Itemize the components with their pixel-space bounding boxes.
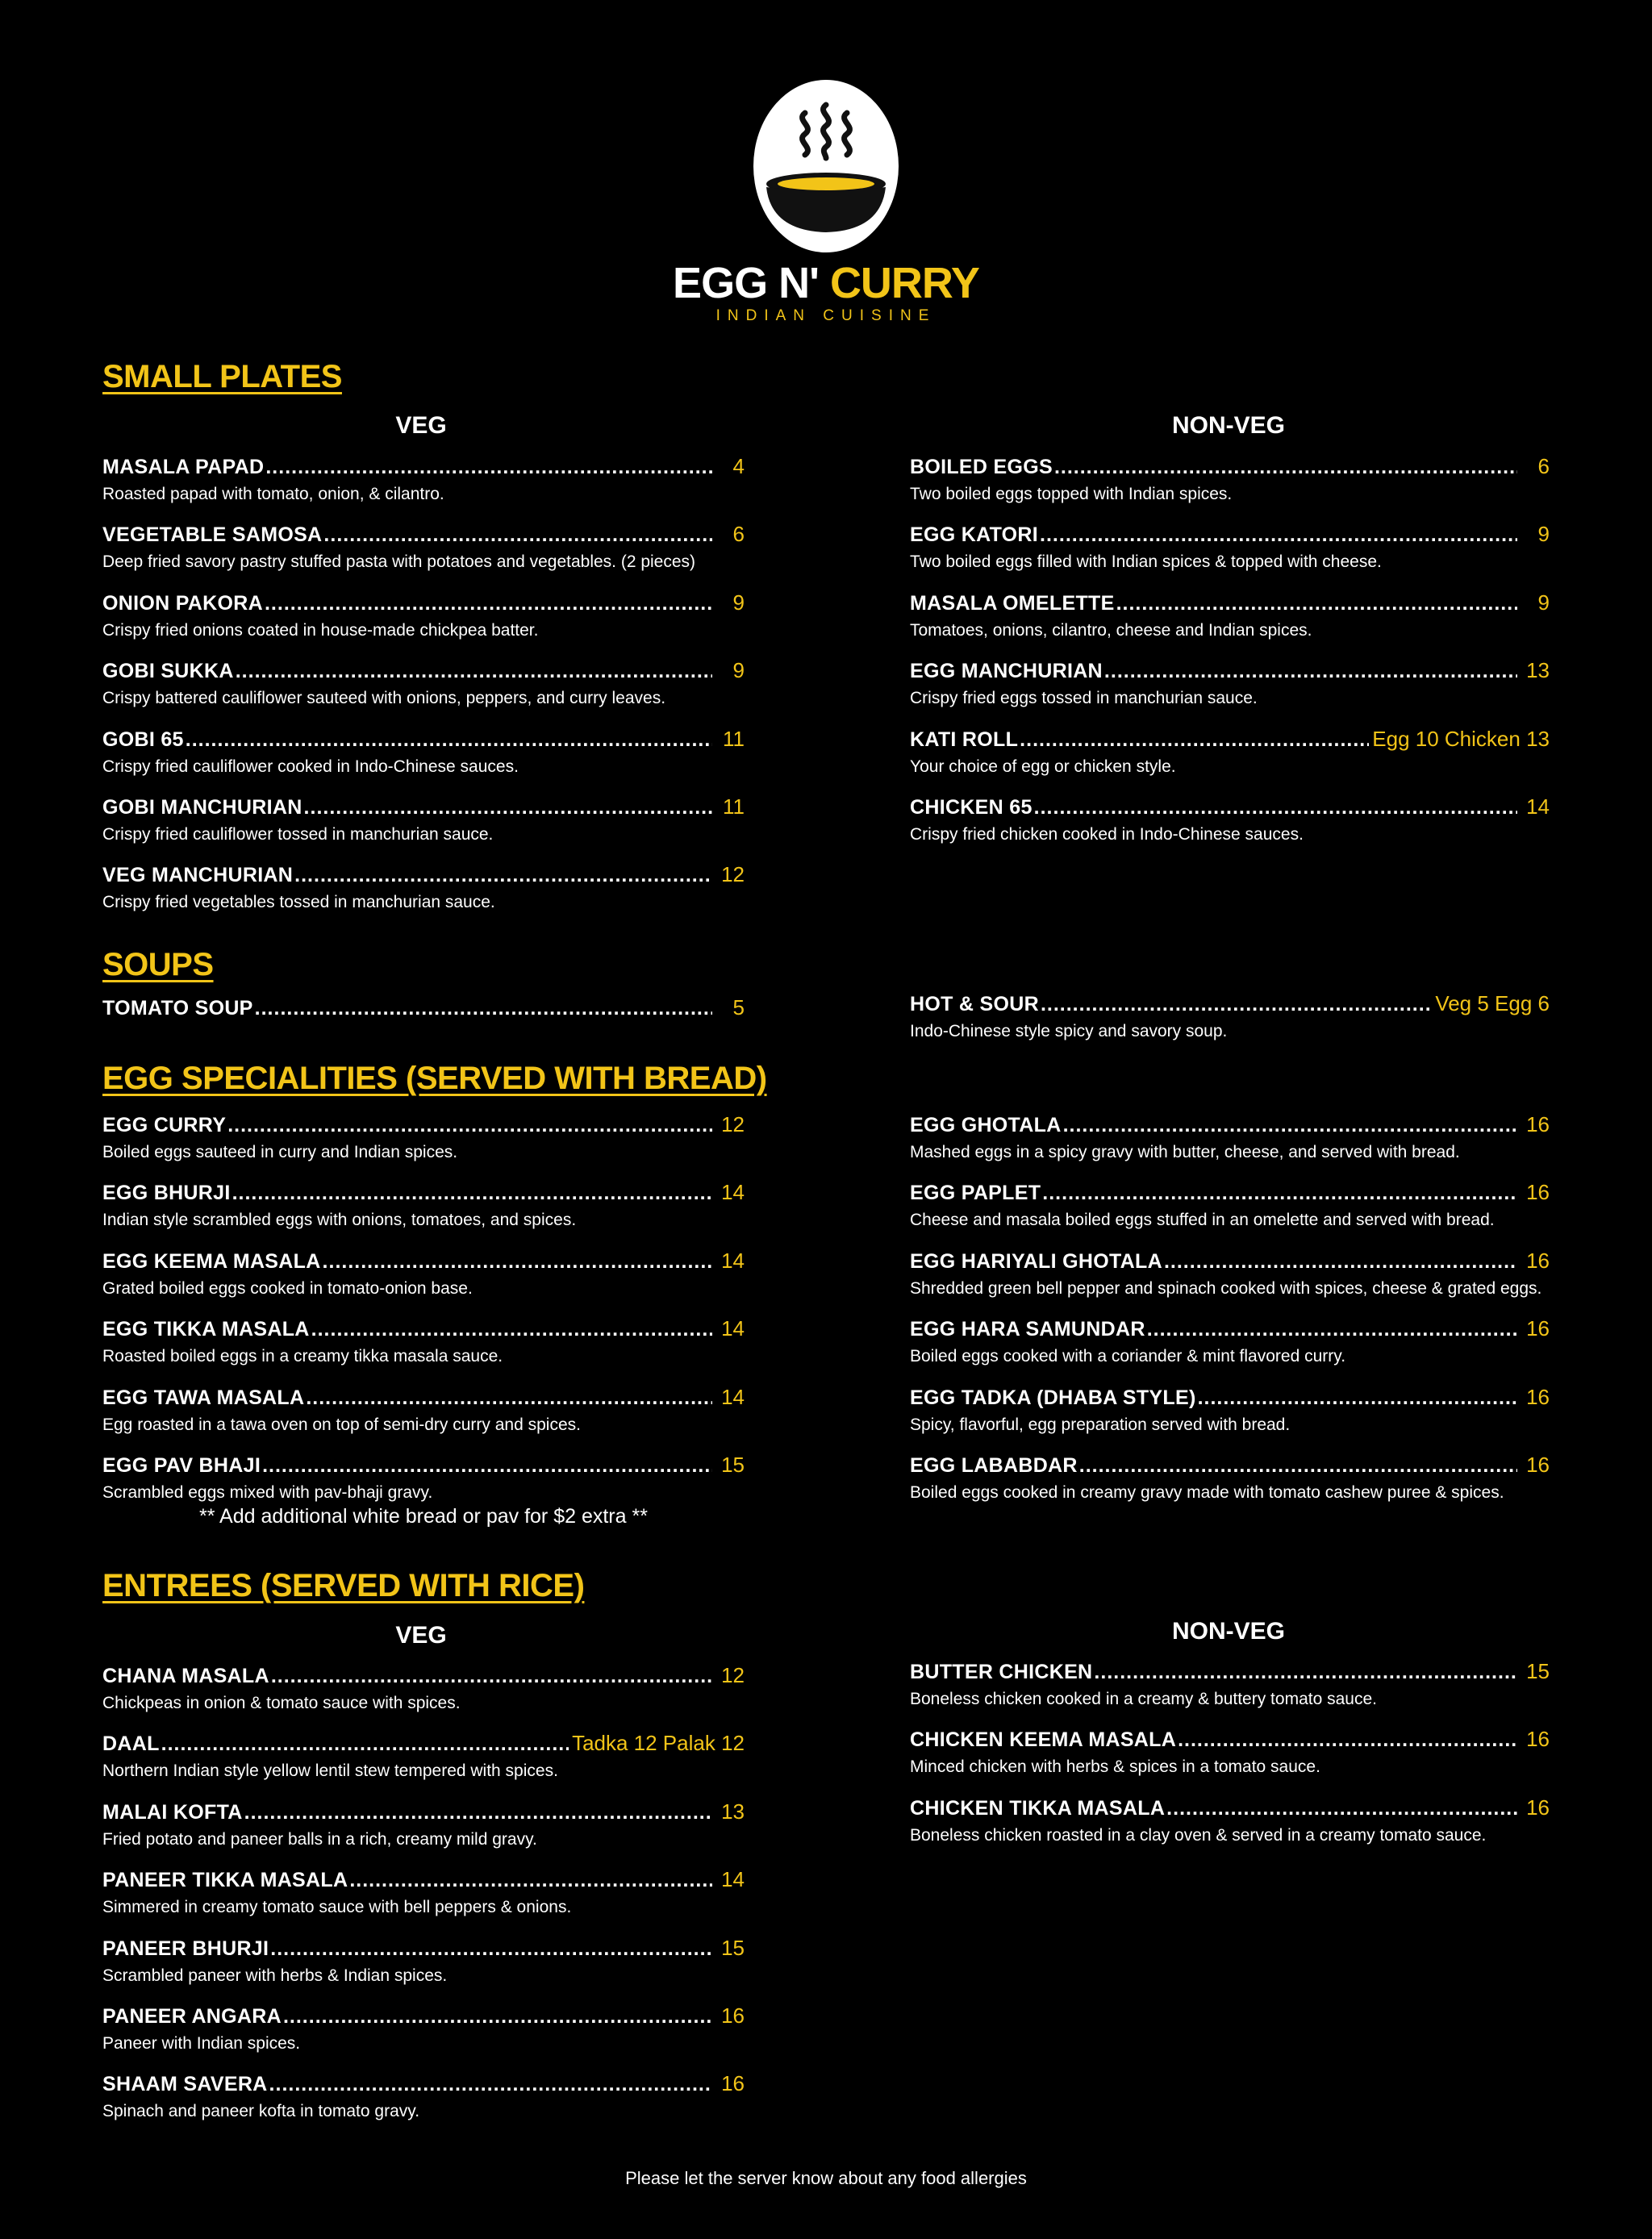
- menu-item: [102, 1663, 745, 1715]
- section-title-egg-specialities: EGG SPECIALITIES (SERVED WITH BREAD): [102, 1061, 767, 1096]
- menu-item-row: [910, 794, 1550, 819]
- menu-item-description: Crispy fried vegetables tossed in manchurian sauce.: [102, 893, 495, 912]
- menu-item-price: 14: [1526, 794, 1550, 819]
- dot-leader: [161, 1732, 569, 1756]
- menu-item-description: Tomatoes, onions, cilantro, cheese and Indian spices.: [910, 620, 1312, 640]
- dot-leader: [1198, 1386, 1517, 1410]
- dot-leader: [1164, 1250, 1517, 1274]
- soups-left-list: [102, 995, 745, 1036]
- menu-item-name: SHAAM SAVERA: [102, 2073, 268, 2096]
- menu-item-price: 12: [721, 862, 745, 887]
- menu-item-name: PANEER BHURJI: [102, 1937, 269, 1960]
- menu-item-description: Crispy fried chicken cooked in Indo-Chinese sauces.: [910, 824, 1304, 844]
- menu-item-row: [102, 1316, 745, 1341]
- dot-leader: [269, 2073, 712, 2096]
- menu-item-row: [102, 1867, 745, 1892]
- dot-leader: [265, 592, 712, 615]
- menu-item-name: BUTTER CHICKEN: [910, 1661, 1093, 1683]
- menu-item: [910, 522, 1550, 573]
- dot-leader: [1094, 1661, 1517, 1684]
- menu-item-price: 13: [721, 1799, 745, 1824]
- dot-leader: [304, 796, 712, 819]
- dot-leader: [283, 2005, 712, 2028]
- menu-item-price: 16: [1526, 1112, 1550, 1136]
- menu-item: [910, 991, 1550, 1043]
- menu-item-name: EGG PAPLET: [910, 1182, 1041, 1205]
- menu-item-price: 16: [721, 2003, 745, 2028]
- menu-item-description: Boiled eggs sauteed in curry and Indian spices.: [102, 1143, 458, 1161]
- section-title-small-plates: SMALL PLATES: [102, 359, 342, 394]
- menu-item: [102, 2003, 745, 2055]
- menu-item-row: [102, 1731, 745, 1756]
- dot-leader: [255, 997, 712, 1020]
- menu-item: [102, 590, 745, 642]
- menu-item-row: [910, 1180, 1550, 1205]
- menu-item-name: EGG TIKKA MASALA: [102, 1318, 310, 1341]
- menu-item-row: [910, 991, 1550, 1016]
- section-title-entrees: ENTREES (SERVED WITH RICE): [102, 1568, 585, 1603]
- menu-item-description: Indian style scrambled eggs with onions, tomatoes, and spices.: [102, 1211, 577, 1230]
- menu-item: [102, 1112, 745, 1164]
- restaurant-logo: [0, 71, 1652, 323]
- brand-name: [0, 261, 1652, 305]
- menu-item-description: Your choice of egg or chicken style.: [910, 757, 1176, 776]
- dot-leader: [349, 1869, 712, 1892]
- menu-item-description: Crispy battered cauliflower sauteed with onions, peppers, and curry leaves.: [102, 689, 666, 708]
- menu-item-price: 5: [732, 995, 745, 1019]
- menu-item-name: EGG LABABDAR: [910, 1453, 1078, 1477]
- menu-item-name: PANEER TIKKA MASALA: [102, 1869, 348, 1892]
- dot-leader: [262, 1454, 712, 1478]
- menu-item-price: 15: [721, 1935, 745, 1960]
- menu-item-row: [910, 727, 1550, 752]
- menu-item-row: [910, 1659, 1550, 1684]
- menu-item-row: [102, 1249, 745, 1274]
- menu-item-price: 16: [721, 2071, 745, 2096]
- menu-item-name: GOBI SUKKA: [102, 660, 234, 683]
- dot-leader: [1116, 592, 1517, 615]
- dot-leader: [1042, 1182, 1517, 1205]
- menu-item: [102, 1385, 745, 1436]
- menu-item-price: Egg 10 Chicken 13: [1372, 726, 1550, 751]
- menu-item-name: KATI ROLL: [910, 728, 1019, 751]
- subhead-entrees-veg: VEG: [395, 1622, 447, 1649]
- brand-name-part1: EGG N': [673, 259, 819, 307]
- menu-item-description: Boneless chicken roasted in a clay oven & served in a creamy tomato sauce.: [910, 1825, 1487, 1845]
- brand-tagline: INDIAN CUISINE: [715, 307, 937, 324]
- menu-item: [102, 995, 745, 1020]
- menu-item-row: [102, 1663, 745, 1688]
- menu-item-description: Mashed eggs in a spicy gravy with butter, cheese, and served with bread.: [910, 1143, 1460, 1161]
- menu-item: [910, 1249, 1550, 1300]
- menu-item: [910, 1385, 1550, 1436]
- menu-item: [102, 2071, 745, 2123]
- menu-item: [102, 1249, 745, 1300]
- menu-item-name: CHICKEN 65: [910, 795, 1032, 819]
- menu-item-price: 15: [1526, 1659, 1550, 1683]
- menu-item-description: Simmered in creamy tomato sauce with bell peppers & onions.: [102, 1898, 572, 1917]
- dot-leader: [1147, 1318, 1517, 1341]
- menu-item-description: Scrambled paneer with herbs & Indian spices.: [102, 1966, 448, 1985]
- bread-note: ** Add additional white bread or pav for $2 extra **: [199, 1505, 648, 1528]
- dot-leader: [232, 1182, 712, 1205]
- menu-item-description: Cheese and masala boiled eggs stuffed in an omelette and served with bread.: [910, 1211, 1495, 1230]
- menu-item-description: Boiled eggs cooked with a coriander & mint flavored curry.: [910, 1347, 1346, 1366]
- menu-item-description: Roasted papad with tomato, onion, & cilantro.: [102, 485, 444, 503]
- soups-right-list: [910, 991, 1550, 1059]
- menu-item-description: Chickpeas in onion & tomato sauce with spices.: [102, 1694, 461, 1712]
- menu-item-row: [102, 727, 745, 752]
- menu-item-row: [102, 454, 745, 479]
- menu-item: [910, 794, 1550, 846]
- menu-item-row: [910, 1385, 1550, 1410]
- menu-item-description: Crispy fried cauliflower tossed in manchurian sauce.: [102, 824, 494, 844]
- menu-item-name: EGG GHOTALA: [910, 1114, 1062, 1136]
- menu-item-description: Indo-Chinese style spicy and savory soup.: [910, 1022, 1228, 1040]
- menu-item-price: 15: [721, 1452, 745, 1477]
- menu-item-name: TOMATO SOUP: [102, 997, 253, 1019]
- small-plates-nonveg-list: [910, 454, 1550, 862]
- menu-item: [102, 522, 745, 573]
- menu-item: [102, 1453, 745, 1504]
- menu-item-description: Boiled eggs cooked in creamy gravy made with tomato cashew puree & spices.: [910, 1482, 1504, 1502]
- menu-item: [102, 1936, 745, 1987]
- menu-item-row: [102, 1112, 745, 1137]
- dot-leader: [227, 1114, 712, 1137]
- menu-item: [102, 658, 745, 710]
- menu-item-description: Roasted boiled eggs in a creamy tikka masala sauce.: [102, 1347, 503, 1366]
- menu-item-row: [102, 1453, 745, 1478]
- menu-item: [910, 1112, 1550, 1164]
- menu-item-row: [102, 590, 745, 615]
- dot-leader: [236, 660, 712, 683]
- menu-item-row: [910, 522, 1550, 547]
- menu-item-row: [910, 1112, 1550, 1137]
- menu-item-row: [102, 995, 745, 1020]
- menu-item: [102, 1316, 745, 1368]
- menu-item-name: MASALA OMELETTE: [910, 591, 1115, 615]
- egg-specialities-right-list: [910, 1112, 1550, 1520]
- menu-item-row: [102, 658, 745, 683]
- dot-leader: [323, 523, 712, 547]
- menu-item-price: 9: [1537, 590, 1550, 615]
- menu-item-price: 16: [1526, 1452, 1550, 1477]
- menu-item: [102, 794, 745, 846]
- small-plates-veg-list: [102, 454, 745, 931]
- menu-item-name: CHICKEN TIKKA MASALA: [910, 1796, 1166, 1820]
- menu-item-description: Boneless chicken cooked in a creamy & buttery tomato sauce.: [910, 1690, 1377, 1708]
- menu-item: [102, 1867, 745, 1919]
- menu-item: [910, 1180, 1550, 1232]
- menu-item: [102, 862, 745, 914]
- menu-item: [910, 1659, 1550, 1711]
- menu-item-price: 16: [1526, 1180, 1550, 1205]
- menu-item-price: 9: [1537, 522, 1550, 547]
- egg-bowl-logo-icon: [752, 71, 900, 253]
- dot-leader: [1178, 1728, 1517, 1752]
- menu-item-row: [102, 794, 745, 819]
- menu-item-name: EGG HARA SAMUNDAR: [910, 1318, 1145, 1341]
- subhead-nonveg: NON-VEG: [1171, 412, 1285, 439]
- dot-leader: [306, 1386, 712, 1410]
- menu-item-description: Crispy fried onions coated in house-made chickpea batter.: [102, 620, 539, 640]
- menu-item-description: Crispy fried eggs tossed in manchurian sauce.: [910, 689, 1258, 708]
- menu-item: [102, 727, 745, 778]
- menu-item-price: Tadka 12 Palak 12: [572, 1731, 745, 1756]
- menu-item: [910, 727, 1550, 778]
- menu-item-row: [910, 1249, 1550, 1274]
- menu-item-price: 13: [1526, 658, 1550, 683]
- menu-item-price: 16: [1526, 1795, 1550, 1820]
- menu-item-price: 12: [721, 1663, 745, 1687]
- menu-item-price: 9: [732, 658, 745, 683]
- entrees-veg-list: [102, 1663, 745, 2140]
- menu-item-name: VEG MANCHURIAN: [102, 864, 294, 887]
- subhead-veg: VEG: [395, 412, 447, 439]
- menu-item: [910, 454, 1550, 506]
- dot-leader: [1104, 660, 1517, 683]
- entrees-nonveg-list: [910, 1659, 1550, 1863]
- dot-leader: [323, 1250, 712, 1274]
- menu-item-price: 16: [1526, 1384, 1550, 1409]
- dot-leader: [1034, 796, 1517, 819]
- menu-item-price: 11: [723, 726, 745, 751]
- menu-item: [102, 1799, 745, 1851]
- menu-item-name: EGG TADKA (DHABA STYLE): [910, 1386, 1196, 1409]
- dot-leader: [271, 1665, 712, 1688]
- menu-item-price: 14: [721, 1384, 745, 1409]
- menu-item-row: [102, 522, 745, 547]
- menu-item-row: [910, 658, 1550, 683]
- menu-item-description: Minced chicken with herbs & spices in a tomato sauce.: [910, 1757, 1320, 1777]
- menu-item-row: [102, 862, 745, 887]
- menu-item-price: 4: [732, 454, 745, 478]
- menu-item: [910, 1316, 1550, 1368]
- menu-item: [910, 1795, 1550, 1847]
- menu-item-description: Shredded green bell pepper and spinach cooked with spices, cheese & grated eggs.: [910, 1278, 1542, 1298]
- menu-item-price: 16: [1526, 1727, 1550, 1752]
- menu-item-description: Scrambled eggs mixed with pav-bhaji gravy.: [102, 1482, 433, 1502]
- menu-item-name: EGG KATORI: [910, 523, 1039, 547]
- menu-item-row: [910, 454, 1550, 479]
- menu-item-name: CHICKEN KEEMA MASALA: [910, 1728, 1177, 1752]
- menu-item-name: DAAL: [102, 1732, 160, 1756]
- menu-item-description: Two boiled eggs topped with Indian spices.: [910, 485, 1233, 503]
- menu-item-price: 16: [1526, 1316, 1550, 1341]
- menu-item-row: [102, 1180, 745, 1205]
- menu-item-name: ONION PAKORA: [102, 591, 263, 615]
- dot-leader: [270, 1937, 712, 1961]
- menu-item: [102, 1731, 745, 1782]
- menu-item-name: HOT & SOUR: [910, 993, 1039, 1015]
- subhead-entrees-nonveg: NON-VEG: [1171, 1618, 1285, 1645]
- menu-item-price: 11: [723, 794, 745, 819]
- menu-item-row: [910, 1727, 1550, 1752]
- menu-item-row: [910, 1316, 1550, 1341]
- menu-item: [910, 1453, 1550, 1504]
- menu-item-name: GOBI MANCHURIAN: [102, 795, 302, 819]
- menu-item-row: [910, 590, 1550, 615]
- menu-item-description: Two boiled eggs filled with Indian spices & topped with cheese.: [910, 552, 1382, 572]
- menu-item-row: [102, 2003, 745, 2028]
- menu-item-row: [102, 1385, 745, 1410]
- menu-item-price: 9: [732, 590, 745, 615]
- menu-item-price: 14: [721, 1180, 745, 1205]
- menu-item-price: 14: [721, 1867, 745, 1892]
- menu-item-name: EGG PAV BHAJI: [102, 1453, 261, 1477]
- menu-item-name: MASALA PAPAD: [102, 456, 265, 478]
- menu-item-name: PANEER ANGARA: [102, 2004, 282, 2028]
- menu-item-row: [102, 2071, 745, 2096]
- section-title-soups: SOUPS: [102, 947, 214, 982]
- menu-item: [910, 658, 1550, 710]
- dot-leader: [1054, 456, 1517, 479]
- menu-item-name: EGG BHURJI: [102, 1182, 231, 1205]
- menu-item-name: CHANA MASALA: [102, 1665, 269, 1687]
- menu-item-description: Deep fried savory pastry stuffed pasta with potatoes and vegetables. (2 pieces): [102, 552, 696, 572]
- dot-leader: [311, 1318, 712, 1341]
- menu-item-description: Northern Indian style yellow lentil stew tempered with spices.: [102, 1762, 558, 1781]
- dot-leader: [186, 728, 712, 752]
- dot-leader: [1166, 1797, 1517, 1820]
- menu-item-price: 16: [1526, 1248, 1550, 1273]
- menu-item-price: 12: [721, 1112, 745, 1136]
- menu-item: [910, 1727, 1550, 1778]
- menu-item: [910, 590, 1550, 642]
- menu-item: [102, 454, 745, 506]
- menu-item: [102, 1180, 745, 1232]
- menu-item-description: Crispy fried cauliflower cooked in Indo-Chinese sauces.: [102, 757, 519, 776]
- menu-item-description: Fried potato and paneer balls in a rich, creamy mild gravy.: [102, 1829, 537, 1849]
- menu-item-description: Spicy, flavorful, egg preparation served with bread.: [910, 1415, 1291, 1434]
- menu-item-row: [102, 1799, 745, 1824]
- brand-name-part2: CURRY: [829, 259, 979, 307]
- menu-item-name: EGG HARIYALI GHOTALA: [910, 1249, 1162, 1273]
- dot-leader: [294, 864, 712, 887]
- menu-item-description: Grated boiled eggs cooked in tomato-onion base.: [102, 1278, 473, 1298]
- menu-item-price: 14: [721, 1316, 745, 1341]
- menu-item-description: Spinach and paneer kofta in tomato gravy.: [102, 2102, 420, 2121]
- menu-item-description: Egg roasted in a tawa oven on top of semi-dry curry and spices.: [102, 1415, 581, 1434]
- menu-item-row: [102, 1936, 745, 1961]
- menu-item-price: 6: [1537, 454, 1550, 478]
- menu-item-name: BOILED EGGS: [910, 456, 1053, 478]
- menu-item-name: EGG TAWA MASALA: [102, 1386, 305, 1409]
- dot-leader: [244, 1801, 712, 1824]
- dot-leader: [1063, 1114, 1517, 1137]
- menu-item-price: 14: [721, 1248, 745, 1273]
- menu-item-name: EGG MANCHURIAN: [910, 660, 1103, 683]
- dot-leader: [1020, 728, 1369, 752]
- dot-leader: [1040, 523, 1517, 547]
- dot-leader: [265, 456, 712, 479]
- menu-item-description: Paneer with Indian spices.: [102, 2033, 301, 2053]
- menu-item-price: 6: [732, 522, 745, 547]
- menu-item-name: GOBI 65: [102, 728, 184, 751]
- dot-leader: [1079, 1454, 1517, 1478]
- allergy-footer: Please let the server know about any food allergies: [625, 2168, 1027, 2188]
- dot-leader: [1041, 993, 1432, 1016]
- menu-item-name: EGG CURRY: [102, 1114, 227, 1136]
- menu-item-name: EGG KEEMA MASALA: [102, 1249, 321, 1273]
- egg-specialities-left-list: [102, 1112, 745, 1520]
- menu-item-row: [910, 1795, 1550, 1820]
- menu-item-name: VEGETABLE SAMOSA: [102, 523, 323, 547]
- menu-item-name: MALAI KOFTA: [102, 1800, 243, 1824]
- menu-item-row: [910, 1453, 1550, 1478]
- menu-item-price: Veg 5 Egg 6: [1435, 991, 1550, 1015]
